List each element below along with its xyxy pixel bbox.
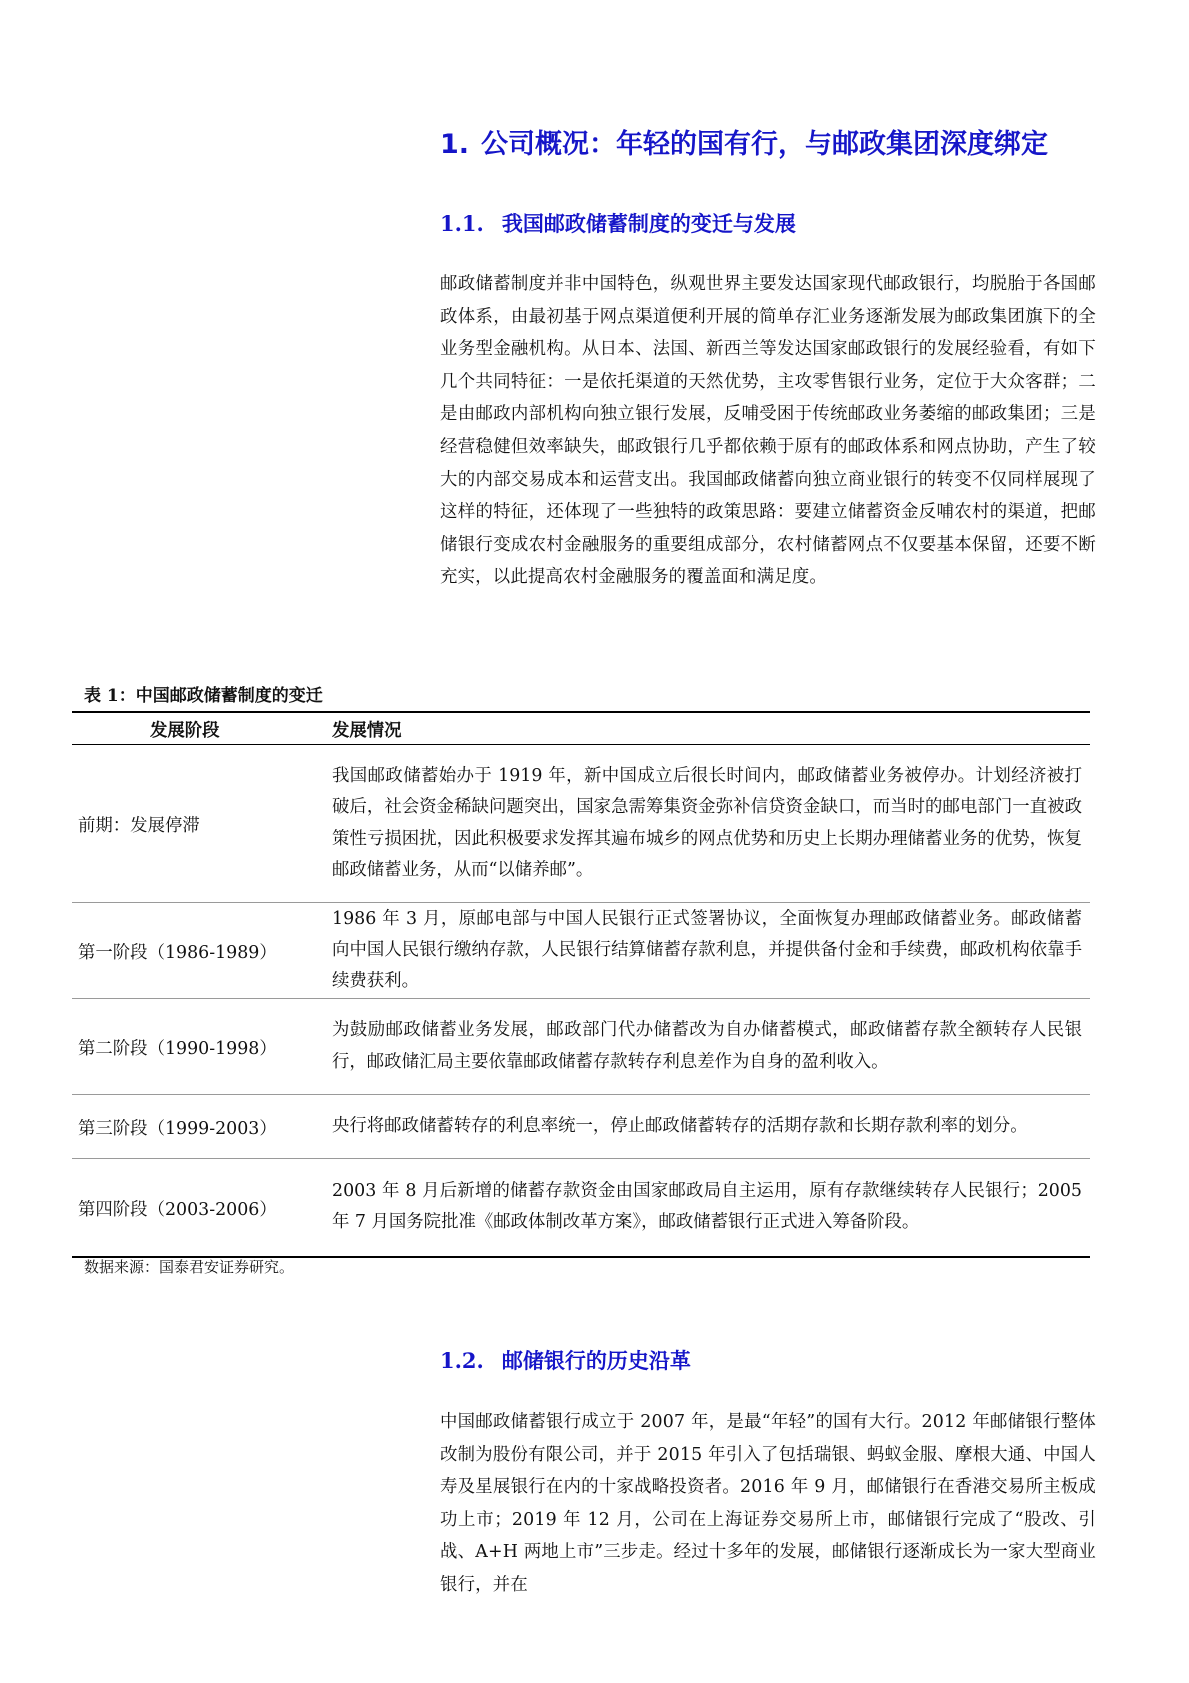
section-number: 1.2. (440, 1348, 484, 1373)
table-cell-stage: 第四阶段（2003-2006） (72, 1159, 328, 1257)
table-cell-desc: 央行将邮政储蓄转存的利息率统一，停止邮政储蓄转存的活期存款和长期存款利率的划分。 (328, 1095, 1090, 1159)
column-header-stage: 发展阶段 (72, 712, 328, 745)
column-header-situation: 发展情况 (328, 712, 1090, 745)
section-title: 公司概况：年轻的国有行，与邮政集团深度绑定 (481, 129, 1049, 160)
table-cell-stage: 第三阶段（1999-2003） (72, 1095, 328, 1159)
intro-paragraph: 邮政储蓄制度并非中国特色，纵观世界主要发达国家现代邮政银行，均脱胎于各国邮政体系，由最初基于网点渠道便利开展的简单存汇业务逐渐发展为邮政集团旗下的全业务型金融机构。从日本、法国、新西兰等发达国家邮政银行的发展经验看，有如下几个共同特征：一是依托渠道的天然优势，主攻零售银行业务，定位于大众客群；二是由邮政内部机构向独立银行发展，反哺受困于传统邮政业务萎缩的邮政集团；三是经营稳健但效率缺失，邮政银行几乎都依赖于原有的邮政体系和网点协助，产生了较大的内部交易成本和运营支出。我国邮政储蓄向独立商业银行的转变不仅同样展现了这样的特征，还体现了一些独特的政策思路：要建立储蓄资金反哺农村的渠道，把邮储银行变成农村金融服务的重要组成部分，农村储蓄网点不仅要基本保留，还要不断充实，以此提高农村金融服务的覆盖面和满足度。 (440, 274, 1096, 588)
history-paragraph: 中国邮政储蓄银行成立于 2007 年，是最“年轻”的国有大行。2012 年邮储银行整体改制为股份有限公司，并于 2015 年引入了包括瑞银、蚂蚁金服、摩根大通、中国人寿及星展银行在内的十家战略投资者。2016 年 9 月，邮储银行在香港交易所主板成功上市；2019 年 12 月，公司在上海证券交易所上市，邮储银行完成了“股改、引战、A+H 两地上市”三步走。经过十多年的发展，邮储银行逐渐成长为一家大型商业银行，并在 (440, 1412, 1096, 1595)
section-number: 1. (440, 129, 470, 160)
table-cell-desc: 为鼓励邮政储蓄业务发展，邮政部门代办储蓄改为自办储蓄模式，邮政储蓄存款全额转存人民银行，邮政储汇局主要依靠邮政储蓄存款转存利息差作为自身的盈利收入。 (328, 999, 1090, 1095)
section-heading-1-1 (440, 209, 1140, 239)
table-row (72, 1095, 1090, 1159)
postal-savings-history-table (72, 711, 1090, 1258)
section-title: 邮储银行的历史沿革 (501, 1348, 691, 1373)
table-row (72, 999, 1090, 1095)
table-cell-desc: 2003 年 8 月后新增的储蓄存款资金由国家邮政局自主运用，原有存款继续转存人民银行；2005 年 7 月国务院批准《邮政体制改革方案》，邮政储蓄银行正式进入筹备阶段。 (328, 1159, 1090, 1257)
table-row (72, 1159, 1090, 1257)
section-title: 我国邮政储蓄制度的变迁与发展 (501, 211, 796, 236)
section-heading-1-2 (440, 1346, 1140, 1376)
table-cell-stage: 第二阶段（1990-1998） (72, 999, 328, 1095)
section-heading-1 (440, 126, 1160, 164)
table-cell-desc: 我国邮政储蓄始办于 1919 年，新中国成立后很长时间内，邮政储蓄业务被停办。计划经济被打破后，社会资金稀缺问题突出，国家急需筹集资金弥补信贷资金缺口，而当时的邮电部门一直被政策性亏损困扰，因此积极要求发挥其遍布城乡的网点优势和历史上长期办理储蓄业务的优势，恢复邮政储蓄业务，从而“以储养邮”。 (328, 745, 1090, 903)
table-header-row (72, 712, 1090, 745)
table-caption: 表 1：中国邮政储蓄制度的变迁 (84, 686, 323, 706)
table-cell-stage: 第一阶段（1986-1989） (72, 903, 328, 999)
table-row (72, 745, 1090, 903)
table-source-note: 数据来源：国泰君安证券研究。 (84, 1258, 295, 1276)
table-cell-stage: 前期：发展停滞 (72, 745, 328, 903)
table-row (72, 903, 1090, 999)
table-cell-desc: 1986 年 3 月，原邮电部与中国人民银行正式签署协议，全面恢复办理邮政储蓄业务。邮政储蓄向中国人民银行缴纳存款，人民银行结算储蓄存款利息，并提供备付金和手续费，邮政机构依靠手续费获利。 (328, 903, 1090, 999)
section-number: 1.1. (440, 211, 484, 236)
